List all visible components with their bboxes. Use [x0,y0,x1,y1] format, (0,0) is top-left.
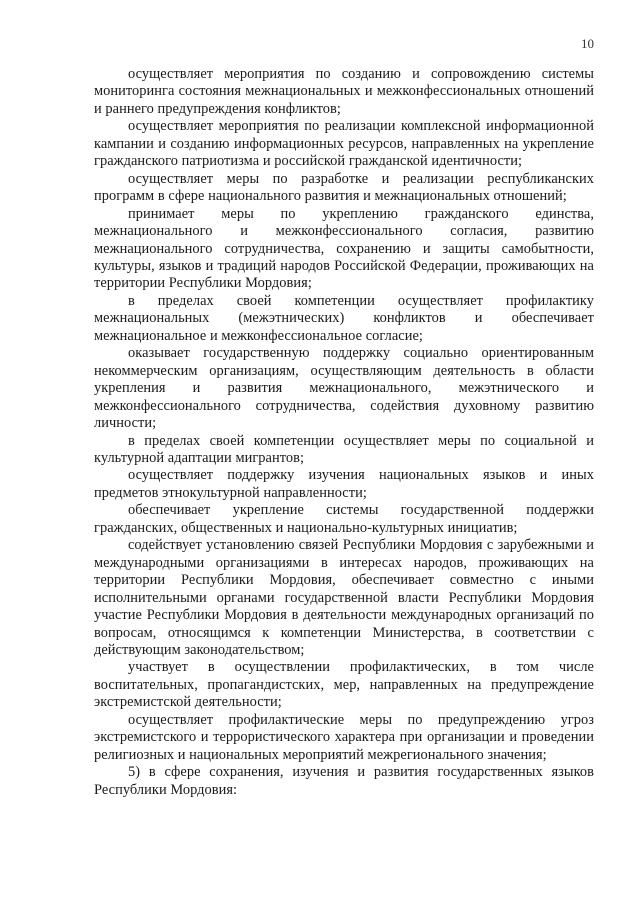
paragraph-republic-programs: осуществляет меры по разработке и реализации республиканских программ в сфере национального развития и межнациональных отношений; [94,170,594,205]
paragraph-information-campaign: осуществляет мероприятия по реализации комплексной информационной кампании и созданию информационных ресурсов, направленных на укрепление гражданского патриотизма и российской гражданской идентичности; [94,118,594,170]
paragraph-conflict-prevention: в пределах своей компетенции осуществляет профилактику межнациональных (межэтнических) конфликтов и обеспечивает межнациональное и межконфессиональное согласие; [94,292,594,344]
paragraph-nko-support: оказывает государственную поддержку социально ориентированным некоммерческим организациям, осуществляющим деятельность в области укрепления и развития межнационального, межэтнического и межконфессионального сотрудничества, содействия духовному развитию личности; [94,345,594,432]
paragraph-migrant-adaptation: в пределах своей компетенции осуществляет меры по социальной и культурной адаптации мигрантов; [94,432,594,466]
paragraph-language-study: осуществляет поддержку изучения национальных языков и иных предметов этнокультурной направленности; [94,467,594,501]
paragraph-monitoring: осуществляет мероприятия по созданию и сопровождению системы мониторинга состояния межнациональных и межконфессиональных отношений и раннего предупреждения конфликтов; [94,66,594,117]
paragraph-section-5-languages: 5) в сфере сохранения, изучения и развития государственных языков Республики Мордовия: [94,764,594,798]
paragraph-international-relations: содействует установлению связей Республики Мордовия с зарубежными и международными организациями в интересах народов, проживающих на территории Республики Мордовия, обеспечивает совместно с иными исполнительными органами государственной власти Республики Мордовия участие Республики Мордовия в деятельности международных организаций по вопросам, относящимся к компетенции Министерства, в соответствии с действующим законодательством; [94,537,594,658]
paragraph-civic-unity: принимает меры по укреплению гражданского единства, межнационального и межконфессионального согласия, развитию межнационального сотрудничества, сохранению и защиты самобытности, культуры, языков и традиций народов Российской Федерации, проживающих на территории Республики Мордовия; [94,205,594,292]
paragraph-extremism-prevention: участвует в осуществлении профилактических, в том числе воспитательных, пропагандистских, мер, направленных на предупреждение экстремистской деятельности; [94,659,594,711]
paragraph-civic-initiatives: обеспечивает укрепление системы государственной поддержки гражданских, общественных и национально-культурных инициатив; [94,502,594,536]
paragraph-terrorism-prevention: осуществляет профилактические меры по предупреждению угроз экстремистского и террористического характера при организации и проведении религиозных и национальных мероприятий межрегионального значения; [94,711,594,763]
document-body [94,66,594,799]
page-number: 10 [581,36,594,51]
